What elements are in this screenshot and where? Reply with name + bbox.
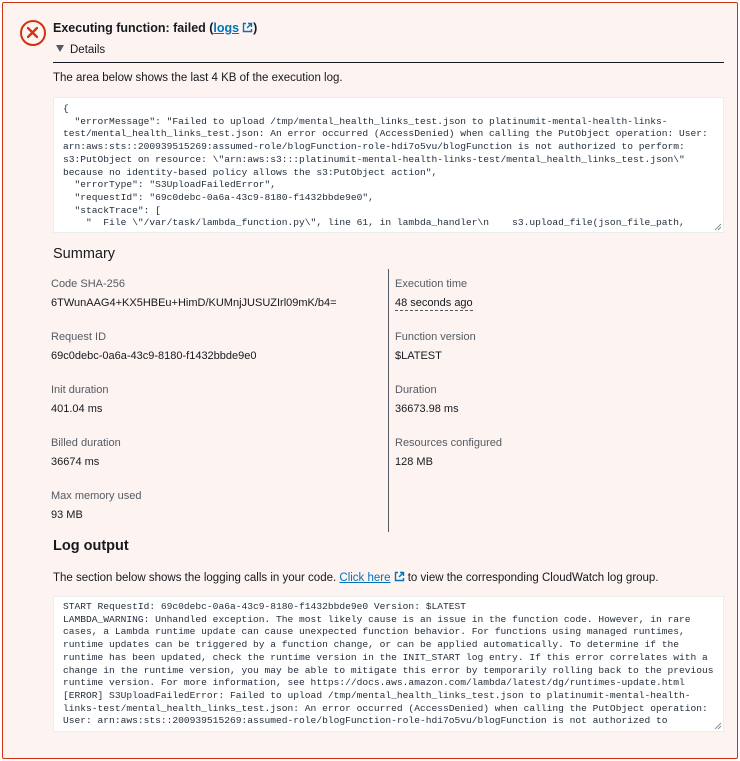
execution-time-text: 48 seconds ago — [395, 297, 473, 309]
alert-title-suffix: ) — [253, 21, 258, 35]
log-desc-suffix: to view the corresponding CloudWatch log group. — [404, 572, 659, 584]
column-divider — [388, 269, 389, 532]
code-sha-label: Code SHA-256 — [51, 278, 125, 290]
log-output-description — [53, 571, 659, 585]
resize-handle-icon[interactable] — [714, 722, 722, 730]
duration-label: Duration — [395, 384, 437, 396]
init-duration-value: 401.04 ms — [51, 403, 103, 415]
external-link-icon[interactable] — [394, 571, 405, 585]
billed-duration-label: Billed duration — [51, 437, 121, 449]
external-link-icon[interactable] — [242, 22, 253, 36]
caret-down-icon — [56, 45, 64, 52]
log-output-textarea[interactable] — [53, 596, 724, 732]
execution-time-label: Execution time — [395, 278, 468, 290]
summary-title: Summary — [53, 246, 116, 262]
max-memory-label: Max memory used — [51, 490, 142, 502]
request-id-value: 69c0debc-0a6a-43c9-8180-f1432bbde9e0 — [51, 350, 257, 362]
function-version-value: $LATEST — [395, 350, 442, 362]
function-version-label: Function version — [395, 331, 476, 343]
request-id-label: Request ID — [51, 331, 107, 343]
max-memory-value: 93 MB — [51, 509, 83, 521]
log-output-text: START RequestId: 69c0debc-0a6a-43c9-8180-f1432bbde9e0 Version: $LATEST LAMBDA_WARNING: Unhandled exception. The most likely cause is an issue in the function code. However, in rare cases, a Lambda runtime update can cause unexpected function behavior. For functions using managed runtimes, runtime updates can be triggered by a function change, or can be applied automatically. To determine if the runtime has been updated, check the runtime version in the INIT_START log entry. If this error correlates with a change in the runtime version, you may be able to mitigate this error by temporarily rolling back to the previous runtime version. For more information, see https://docs.aws.amazon.com/lambda/latest/dg/runtimes-update.html [ERROR] S3UploadFailedError: Failed to upload /tmp/mental_health_links_test.json to platinumit-mental-health- links-test/mental_health_links_test.json: An error occurred (AccessDenied) when calling the PutObject operation: User: arn:aws:sts::200939515269:assumed-role/blogFunction-role-hdi7o5vu/blogFunction is not authorized to — [63, 601, 714, 727]
details-toggle[interactable] — [56, 44, 105, 56]
duration-value: 36673.98 ms — [395, 403, 459, 415]
execution-log-description: The area below shows the last 4 KB of the execution log. — [53, 72, 343, 84]
logs-link[interactable]: logs — [213, 21, 240, 35]
divider — [53, 62, 724, 63]
error-circle-icon — [20, 20, 46, 46]
execution-time-value[interactable] — [395, 297, 473, 309]
error-alert — [2, 2, 738, 759]
execution-log-textarea[interactable] — [53, 97, 724, 233]
execution-log-text: { "errorMessage": "Failed to upload /tmp/mental_health_links_test.json to platinumit-mental-health-links- test/mental_health_links_test.json: An error occurred (AccessDenied) when calling the PutObject operation: User: arn:aws:sts::200939515269:assumed-role/blogFunction-role-hdi7o5vu/blogFunction is not authorized to perform: s3:PutObject on resource: \"arn:aws:s3:::platinumit-mental-health-links-test/mental_health_links_test.json\" because no identity-based policy allows the s3:PutObject action", "errorType": "S3UploadFailedError", "requestId": "69c0debc-0a6a-43c9-8180-f1432bbde9e0", "stackTrace": [ " File \"/var/task/lambda_function.py\", line 61, in lambda_handler\n s3.upload_file(json_file_path, — [63, 103, 708, 229]
log-desc-prefix: The section below shows the logging calls in your code. — [53, 572, 340, 584]
billed-duration-value: 36674 ms — [51, 456, 100, 468]
resize-handle-icon[interactable] — [714, 223, 722, 231]
resources-value: 128 MB — [395, 456, 433, 468]
click-here-link[interactable]: Click here — [339, 572, 391, 584]
code-sha-value: 6TWunAAG4+KX5HBEu+HimD/KUMnjJUSUZIrl09mK/b4= — [51, 297, 337, 309]
alert-title — [53, 21, 257, 36]
init-duration-label: Init duration — [51, 384, 109, 396]
resources-label: Resources configured — [395, 437, 503, 449]
details-label: Details — [70, 44, 106, 56]
alert-title-text: Executing function: failed ( — [53, 21, 214, 35]
log-output-title: Log output — [53, 538, 129, 554]
